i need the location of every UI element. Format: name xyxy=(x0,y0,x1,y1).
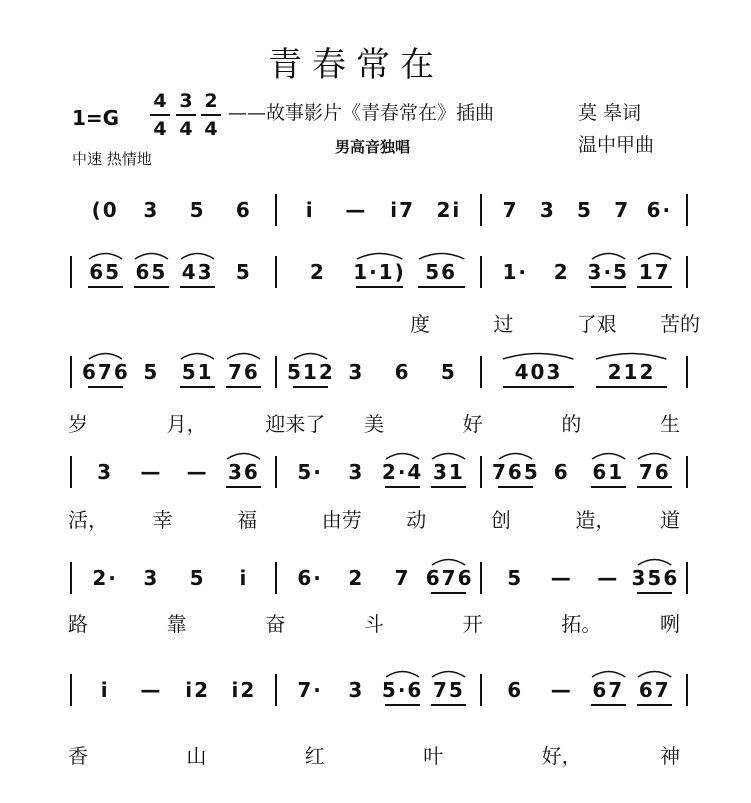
lyric: 苦的 xyxy=(660,312,700,336)
note: i xyxy=(239,566,249,590)
beam xyxy=(180,286,215,288)
lyric: 度 xyxy=(410,312,430,336)
note: 7· xyxy=(297,678,323,702)
bar-line xyxy=(70,456,72,488)
note: 51 xyxy=(181,360,214,384)
note: 3 xyxy=(143,198,160,222)
slur xyxy=(636,450,673,460)
note: — xyxy=(550,566,573,590)
beam xyxy=(591,486,626,488)
note: 7 xyxy=(394,566,411,590)
note: 5 xyxy=(189,566,206,590)
note: 5 xyxy=(143,360,160,384)
note: — xyxy=(345,198,368,222)
note: 3 xyxy=(348,678,365,702)
note: 765 xyxy=(492,460,540,484)
performance-note: 男高音独唱 xyxy=(335,138,411,156)
slur xyxy=(636,556,673,566)
lyric: 红 xyxy=(304,744,325,768)
beam xyxy=(88,386,123,388)
time-signature-numerator: 4 xyxy=(153,90,167,112)
beam xyxy=(418,286,465,288)
time-signature-denominator: 4 xyxy=(179,118,193,140)
bar-line xyxy=(275,456,277,488)
lyric: 创 xyxy=(490,508,511,532)
note: 676 xyxy=(425,566,474,590)
slur xyxy=(87,250,124,260)
lyric: 拓。 xyxy=(561,612,602,636)
beam xyxy=(637,286,672,288)
note: 2·4 xyxy=(381,460,424,484)
lyric: 斗 xyxy=(364,612,384,636)
bar-line xyxy=(70,674,72,706)
bar-line xyxy=(275,194,277,226)
lyricist: 莫 皋词 xyxy=(578,102,642,124)
beam xyxy=(591,286,626,288)
bar-line xyxy=(70,562,72,594)
note: 3 xyxy=(143,566,160,590)
note: 2· xyxy=(92,566,118,590)
note: 212 xyxy=(607,360,656,384)
slur xyxy=(133,250,170,260)
note: 5 xyxy=(189,198,206,222)
note: 17 xyxy=(638,260,671,284)
note: 6 xyxy=(507,678,524,702)
bar-line xyxy=(480,674,482,706)
slur xyxy=(225,450,262,460)
note: 67 xyxy=(592,678,625,702)
beam xyxy=(596,386,667,388)
note: — xyxy=(140,678,163,702)
beam xyxy=(637,486,672,488)
note: — xyxy=(140,460,163,484)
note: 403 xyxy=(514,360,563,384)
beam xyxy=(356,286,403,288)
note: 76 xyxy=(227,360,260,384)
slur xyxy=(179,350,216,360)
bar-line xyxy=(686,256,688,288)
beam xyxy=(180,386,215,388)
note: i2 xyxy=(231,678,257,702)
note: i xyxy=(305,198,315,222)
note: 512 xyxy=(287,360,335,384)
song-title: 青春常在 xyxy=(268,45,444,85)
lyric: 靠 xyxy=(166,612,187,636)
note: 6· xyxy=(297,566,323,590)
lyric: 路 xyxy=(68,612,88,636)
beam xyxy=(431,592,466,594)
time-signature-denominator: 4 xyxy=(153,118,167,140)
bar-line xyxy=(275,256,277,288)
note: 2i xyxy=(436,198,462,222)
beam xyxy=(498,486,533,488)
lyric: 动 xyxy=(406,508,427,532)
note: 3 xyxy=(348,460,365,484)
note: 31 xyxy=(432,460,465,484)
note: 2 xyxy=(348,566,365,590)
bar-line xyxy=(275,356,277,388)
lyric: 了艰 xyxy=(576,312,617,336)
beam xyxy=(385,486,420,488)
tempo-marking: 中速 热情地 xyxy=(72,150,152,168)
note: 5 xyxy=(577,198,593,222)
note: 3 xyxy=(97,460,114,484)
note: i2 xyxy=(185,678,211,702)
note: 65 xyxy=(135,260,168,284)
note: 75 xyxy=(432,678,465,702)
bar-line xyxy=(686,562,688,594)
slur xyxy=(497,450,534,460)
slur xyxy=(590,668,627,678)
note: 61 xyxy=(592,460,625,484)
bar-line xyxy=(275,674,277,706)
slur xyxy=(87,350,124,360)
note: 65 xyxy=(89,260,122,284)
note: — xyxy=(550,678,573,702)
note: 3·5 xyxy=(587,260,629,284)
lyric: 过 xyxy=(493,312,514,336)
note: 1·1) xyxy=(353,260,406,284)
note: 67 xyxy=(638,678,671,702)
slur xyxy=(430,450,467,460)
lyric: 的 xyxy=(561,412,582,436)
note: 5 xyxy=(507,566,524,590)
key-signature: 1=G xyxy=(72,106,120,130)
lyric: 道 xyxy=(660,508,680,532)
note: 2 xyxy=(553,260,570,284)
composer: 温中甲曲 xyxy=(578,134,655,156)
slur xyxy=(292,350,329,360)
slur xyxy=(430,556,467,566)
lyric: 美 xyxy=(364,412,384,436)
bar-line xyxy=(480,256,482,288)
bar-line xyxy=(480,194,482,226)
lyric: 岁 xyxy=(68,412,88,436)
slur xyxy=(590,450,627,460)
lyric: 咧 xyxy=(660,612,680,636)
beam xyxy=(226,486,261,488)
lyric: 叶 xyxy=(423,744,444,768)
slur xyxy=(384,450,421,460)
time-signature-denominator: 4 xyxy=(204,118,218,140)
note: (0 xyxy=(91,198,119,222)
beam xyxy=(134,286,169,288)
note: 7 xyxy=(614,198,631,222)
lyric: 生 xyxy=(660,412,680,436)
beam xyxy=(503,386,574,388)
beam xyxy=(293,386,328,388)
bar-line xyxy=(70,256,72,288)
beam xyxy=(637,592,672,594)
note: 3 xyxy=(348,360,365,384)
lyric: 活， xyxy=(68,508,108,532)
note: 56 xyxy=(425,260,458,284)
lyric: 迎来了 xyxy=(265,412,326,436)
note: 6 xyxy=(235,198,252,222)
slur xyxy=(355,250,404,260)
lyric: 福 xyxy=(237,508,258,532)
time-signature-numerator: 3 xyxy=(179,90,193,112)
note: 5 xyxy=(235,260,252,284)
note: 43 xyxy=(181,260,214,284)
note: — xyxy=(597,566,620,590)
lyric: 造， xyxy=(575,508,616,532)
subtitle: ——故事影片《青春常在》插曲 xyxy=(228,102,495,124)
bar-line xyxy=(686,456,688,488)
note: — xyxy=(186,460,209,484)
beam xyxy=(88,286,123,288)
bar-line xyxy=(686,674,688,706)
note: 6· xyxy=(646,198,673,222)
slur xyxy=(225,350,262,360)
slur xyxy=(179,250,216,260)
slur xyxy=(590,250,627,260)
note: 76 xyxy=(638,460,671,484)
note: 5·6 xyxy=(381,678,424,702)
lyric: 开 xyxy=(462,612,483,636)
lyric: 香 xyxy=(68,744,88,768)
note: 7 xyxy=(502,198,519,222)
bar-line xyxy=(275,562,277,594)
bar-line xyxy=(480,562,482,594)
bar-line xyxy=(686,194,688,226)
slur xyxy=(594,350,668,360)
note: 5 xyxy=(440,360,457,384)
note: i7 xyxy=(390,198,416,222)
lyric: 由劳 xyxy=(321,508,362,532)
lyric: 好， xyxy=(541,744,582,768)
note: 676 xyxy=(82,360,130,384)
note: 36 xyxy=(227,460,260,484)
lyric: 幸 xyxy=(152,508,173,532)
beam xyxy=(226,386,261,388)
lyric: 神 xyxy=(660,744,680,768)
bar-line xyxy=(480,456,482,488)
slur xyxy=(430,668,467,678)
beam xyxy=(385,704,420,706)
slur xyxy=(636,250,673,260)
slur xyxy=(636,668,673,678)
beam xyxy=(591,704,626,706)
lyric: 奋 xyxy=(265,612,286,636)
lyric: 好 xyxy=(462,412,483,436)
note: 3 xyxy=(539,198,556,222)
slur xyxy=(501,350,575,360)
slur xyxy=(417,250,466,260)
bar-line xyxy=(686,356,688,388)
lyric: 月， xyxy=(166,412,207,436)
beam xyxy=(637,704,672,706)
time-signature-numerator: 2 xyxy=(204,90,218,112)
note: i xyxy=(100,678,110,702)
note: 1· xyxy=(502,260,528,284)
bar-line xyxy=(480,356,482,388)
note: 5· xyxy=(297,460,323,484)
lyric: 山 xyxy=(186,744,207,768)
bar-line xyxy=(70,356,72,388)
note: 6 xyxy=(394,360,411,384)
beam xyxy=(431,486,466,488)
beam xyxy=(431,704,466,706)
note: 2 xyxy=(309,260,326,284)
slur xyxy=(384,668,421,678)
note: 356 xyxy=(631,566,680,590)
note: 6 xyxy=(553,460,570,484)
